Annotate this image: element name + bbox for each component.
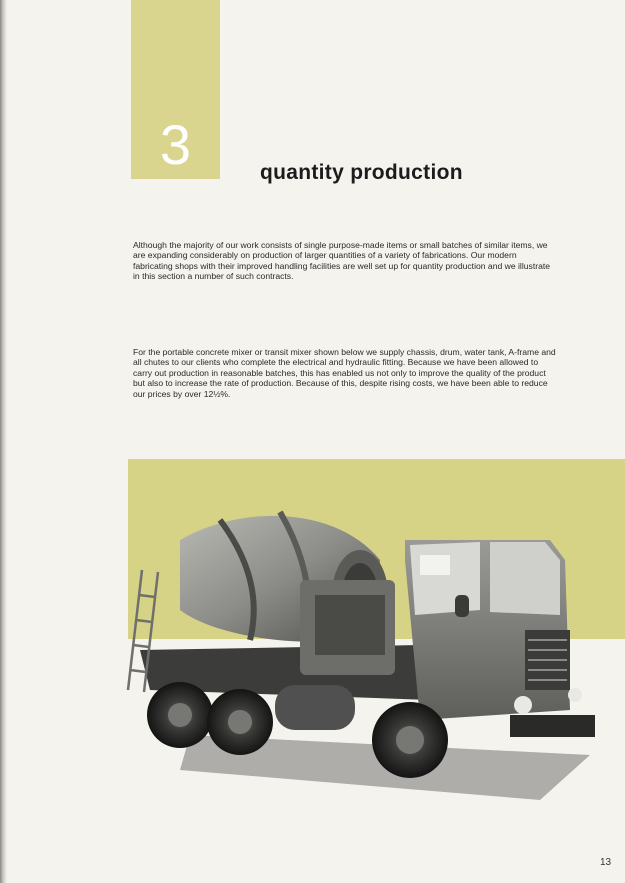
page-number: 13 [600,857,612,868]
mixer-paragraph: For the portable concrete mixer or transit mixer shown below we supply chassis, drum, water tank, A-frame and all chutes to our clients who complete the electrical and hydraulic fitting. Because we have been allowed to carry out production in reasonable batches, this has enabled us not only to improve the quality of the product but also to increase the rate of production. Because of this, despite rising costs, we have been able to reduce our prices by over 12½%. [133,347,556,399]
transit-mixer-truck-photo [120,500,625,800]
chapter-number: 3 [159,113,192,176]
intro-paragraph: Although the majority of our work consists of single purpose-made items or small batches of similar items, we are expanding considerably on production of larger quantities of a variety of fabrications. Our modern fabricating shops with their improved handling facilities are well set up for quantity production and we illustrate in this section a number of such contracts. [133,240,551,282]
section-title: quantity production [260,161,463,184]
binding-edge [0,0,7,883]
chapter-number-block [131,0,220,179]
